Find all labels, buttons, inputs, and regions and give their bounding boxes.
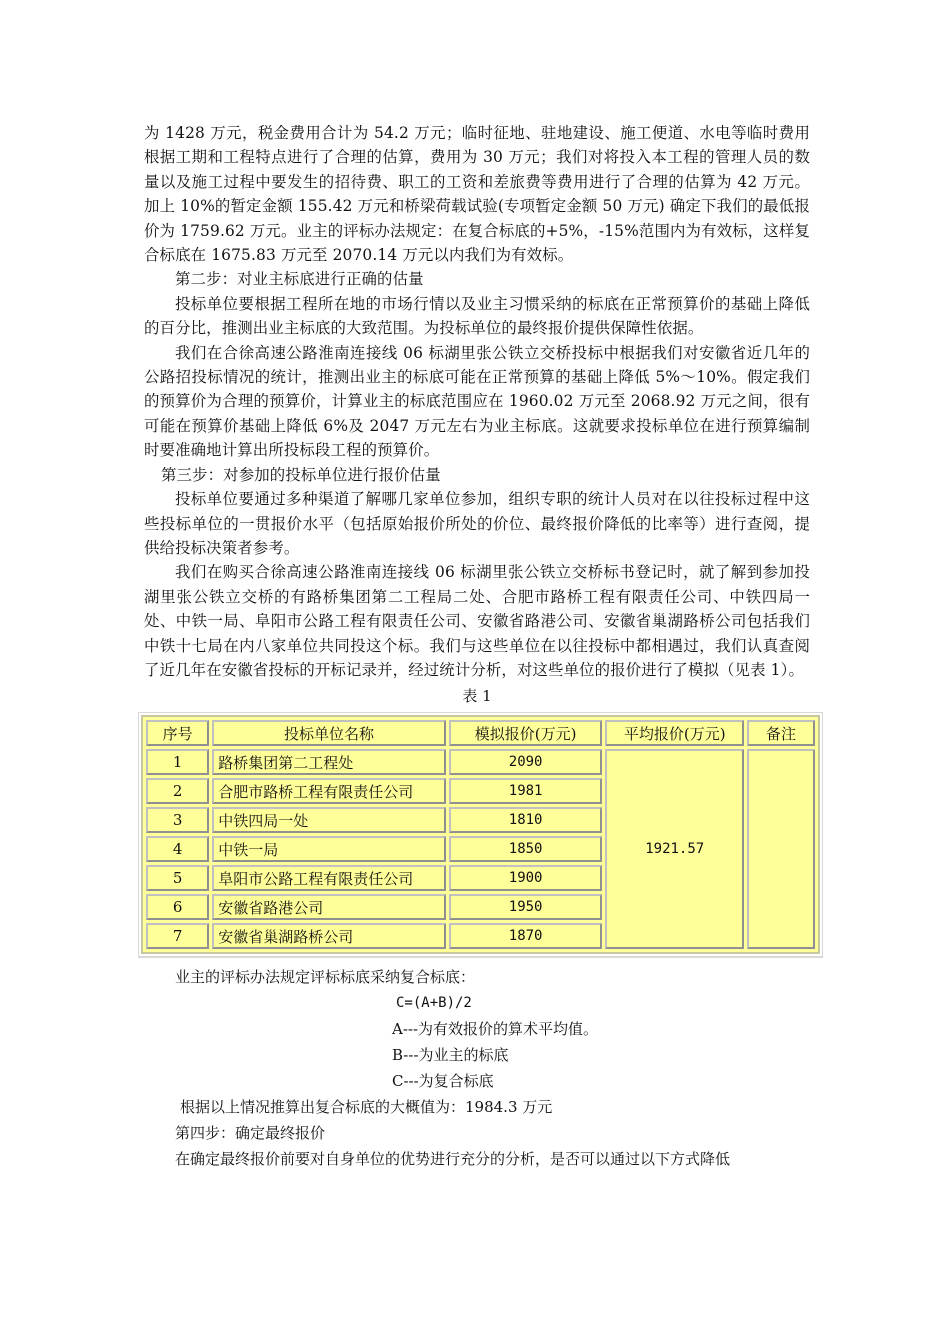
- header-note: 备注: [747, 720, 815, 746]
- table-row: [146, 749, 815, 775]
- cell-average-bid: 1921.57: [605, 749, 744, 949]
- heading-step-four: 第四步：确定最终报价: [175, 1124, 326, 1143]
- cell-note: [747, 749, 815, 949]
- paragraph-cost-summary: 为 1428 万元，税金费用合计为 54.2 万元；临时征地、驻地建设、施工便道、水电等临时费用根据工期和工程特点进行了合理的估算，费用为 30 万元；我们对将投入本工程的管理人员的数量以及施工过程中要发生的招待费、职工的工资和差旅费等费用进行了合理的估算为 42 万元。加上 10%的暂定金额 155.42 万元和桥梁荷载试验(专项暂定金额 50 万元) 确定下我们的最低报价为 1759.62 万元。业主的评标办法规定：在复合标底的+5%，-15%范围内为有效标，这样复合标底在 1675.83 万元至 2070.14 万元以内我们为有效标。: [144, 124, 810, 265]
- cell-simulated-bid: 2090: [449, 749, 603, 775]
- cell-simulated-bid: 1870: [449, 923, 603, 949]
- table-header-row: [146, 720, 815, 746]
- cell-simulated-bid: 1950: [449, 894, 603, 920]
- bid-table: [141, 715, 820, 954]
- cell-bidder-name: 中铁一局: [212, 836, 446, 862]
- paragraph-competitor-research: 投标单位要通过多种渠道了解哪几家单位参加，组织专职的统计人员对在以往投标过程中这些投标单位的一贯报价水平（包括原始报价所处的价位、最终报价降低的比率等）进行查阅，提供给投标决策者参考。: [144, 490, 810, 557]
- formula: C=(A+B)/2: [396, 995, 472, 1012]
- cell-bidder-name: 合肥市路桥工程有限责任公司: [212, 778, 446, 804]
- cell-bidder-name: 安徽省路港公司: [212, 894, 446, 920]
- header-bidder-name: 投标单位名称: [212, 720, 446, 746]
- cell-simulated-bid: 1810: [449, 807, 603, 833]
- heading-step-three: 第三步：对参加的投标单位进行报价估量: [161, 465, 441, 484]
- cell-no: 7: [146, 923, 209, 949]
- paragraph-competitor-list: 我们在购买合徐高速公路淮南连接线 06 标湖里张公铁立交桥标书登记时，就了解到参加投湖里张公铁立交桥的有路桥集团第二工程局二处、合肥市路桥工程有限责任公司、中铁四局一处、中铁一局、阜阳市公路工程有限责任公司、安徽省路港公司、安徽省巢湖路桥公司包括我们中铁十七局在内八家单位共同投这个标。我们与这些单位在以往投标中都相遇过，我们认真查阅了近几年在安徽省投标的开标记录并，经过统计分析，对这些单位的报价进行了模拟（见表 1）。: [144, 563, 810, 679]
- document-page: [144, 121, 810, 1172]
- cell-no: 3: [146, 807, 209, 833]
- header-average-bid: 平均报价(万元): [605, 720, 744, 746]
- paragraph-composite-rule: 业主的评标办法规定评标标底采纳复合标底：: [175, 968, 476, 987]
- cell-no: 6: [146, 894, 209, 920]
- formula-def-c: C---为复合标底: [392, 1072, 494, 1091]
- bid-table-frame: [138, 712, 823, 958]
- formula-def-b: B---为业主的标底: [392, 1046, 509, 1065]
- formula-def-a: A---为有效报价的算术平均值。: [392, 1020, 599, 1039]
- cell-simulated-bid: 1981: [449, 778, 603, 804]
- cell-no: 4: [146, 836, 209, 862]
- header-no: 序号: [146, 720, 209, 746]
- paragraph-bid-estimation: 投标单位要根据工程所在地的市场行情以及业主习惯采纳的标底在正常预算价的基础上降低的百分比，推测出业主标底的大致范围。为投标单位的最终报价提供保障性依据。: [144, 294, 810, 338]
- cell-bidder-name: 阜阳市公路工程有限责任公司: [212, 865, 446, 891]
- cell-simulated-bid: 1900: [449, 865, 603, 891]
- table-caption: 表 1: [462, 687, 492, 706]
- cell-bidder-name: 安徽省巢湖路桥公司: [212, 923, 446, 949]
- cell-bidder-name: 路桥集团第二工程处: [212, 749, 446, 775]
- after-table-section: [144, 964, 810, 1172]
- header-simulated-bid: 模拟报价(万元): [449, 720, 603, 746]
- paragraph-final-bid: 在确定最终报价前要对自身单位的优势进行充分的分析，是否可以通过以下方式降低: [175, 1150, 731, 1169]
- heading-step-two: 第二步：对业主标底进行正确的估量: [175, 270, 424, 289]
- cell-bidder-name: 中铁四局一处: [212, 807, 446, 833]
- paragraph-estimate: 根据以上情况推算出复合标底的大概值为：1984.3 万元: [180, 1098, 553, 1117]
- cell-no: 2: [146, 778, 209, 804]
- cell-no: 5: [146, 865, 209, 891]
- paragraph-bid-example: 我们在合徐高速公路淮南连接线 06 标湖里张公铁立交桥投标中根据我们对安徽省近几年的公路招投标情况的统计，推测出业主的标底可能在正常预算的基础上降低 5%～10%。假定我们的预算价为合理的预算价，计算业主的标底范围应在 1960.02 万元至 2068.92 万元之间，很有可能在预算价基础上降低 6%及 2047 万元左右为业主标底。这就要求投标单位在进行预算编制时要准确地计算出所投标段工程的预算价。: [144, 343, 810, 460]
- cell-no: 1: [146, 749, 209, 775]
- cell-simulated-bid: 1850: [449, 836, 603, 862]
